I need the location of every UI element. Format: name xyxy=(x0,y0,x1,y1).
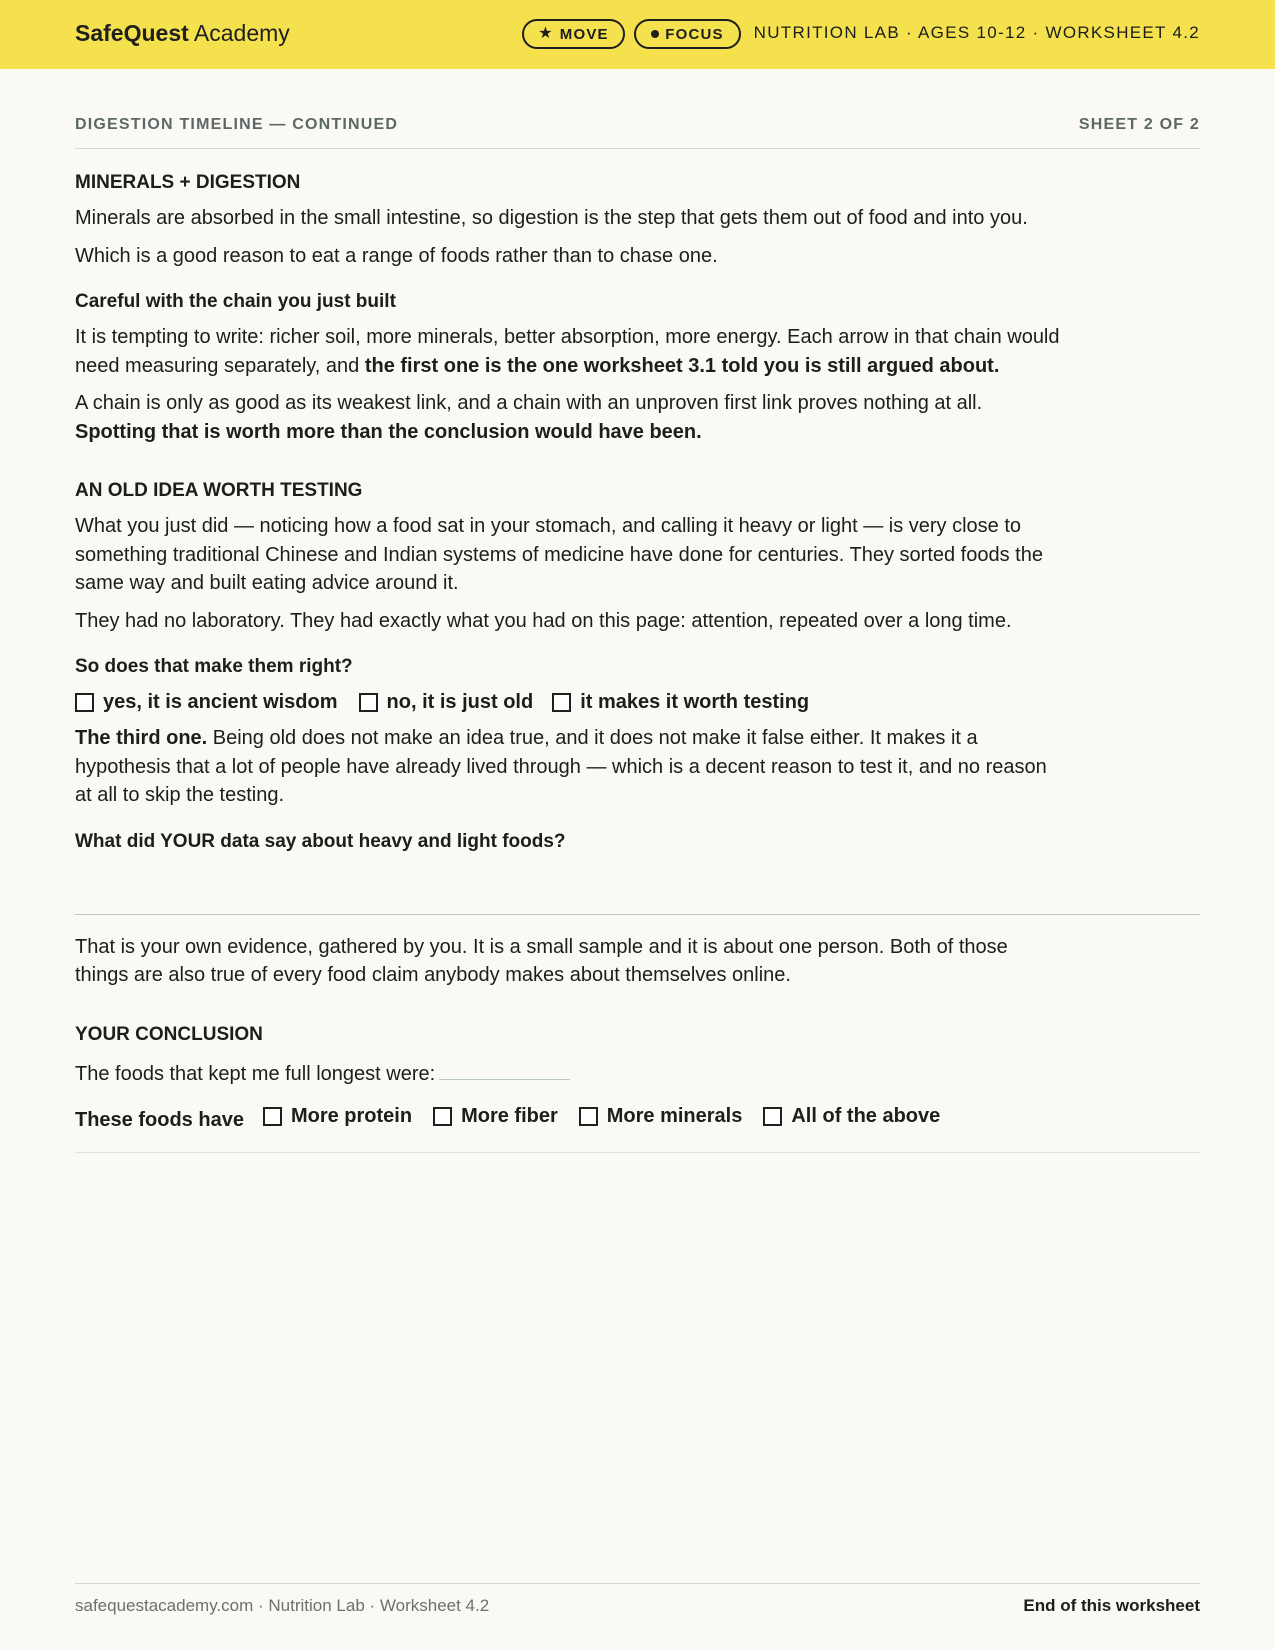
focus-label: FOCUS xyxy=(665,25,724,43)
old-idea-paragraph-1: What you just did — noticing how a food sat in your stomach, and calling it heavy or light — is very close to something traditional Chinese and Indian systems of medicine have done for centuries. They sorted foods the same way and built eating advice around it. xyxy=(75,515,1043,594)
star-icon: ★ xyxy=(538,25,554,42)
option-label: More protein xyxy=(290,1104,413,1127)
checkbox-more-minerals[interactable] xyxy=(579,1107,598,1126)
minerals-paragraph-2: Which is a good reason to eat a range of foods rather than to chase one. xyxy=(75,244,718,267)
checkbox-more-fiber[interactable] xyxy=(433,1107,452,1126)
old-idea-paragraph-2: They had no laboratory. They had exactly what you had on this page: attention, repeated over a long time. xyxy=(75,609,1012,632)
section-divider xyxy=(75,1152,1200,1153)
conclusion-options xyxy=(75,1100,1200,1132)
chain-heading: Careful with the chain you just built xyxy=(75,291,396,312)
move-button[interactable] xyxy=(522,19,625,49)
section-title: DIGESTION TIMELINE — CONTINUED xyxy=(75,116,399,133)
data-question: What did YOUR data say about heavy and light foods? xyxy=(75,830,566,852)
option-label: More minerals xyxy=(606,1104,743,1127)
option-label: More fiber xyxy=(461,1104,558,1127)
checkbox-just-old[interactable] xyxy=(359,693,378,712)
minerals-paragraph-1: Minerals are absorbed in the small intestine, so digestion is the step that gets them out of food and into you. xyxy=(75,207,1028,229)
option-label: yes, it is ancient wisdom xyxy=(103,691,338,713)
focus-button[interactable] xyxy=(634,19,741,49)
section-header xyxy=(75,69,1200,149)
right-question-options xyxy=(75,691,1200,714)
chain-paragraph-2: A chain is only as good as its weakest link, and a chain with an unproven first link proves nothing at all. Spotting that is worth more than the conclusion would have been. xyxy=(75,392,983,443)
option-label: it makes it worth testing xyxy=(580,691,810,713)
dot-icon xyxy=(651,30,659,38)
checkbox-worth-testing[interactable] xyxy=(552,693,571,712)
checkbox-all-of-the-above[interactable] xyxy=(763,1107,782,1126)
sheet-number: SHEET 2 OF 2 xyxy=(1078,116,1200,133)
top-banner xyxy=(0,0,1275,69)
footer-end-note: End of this worksheet xyxy=(1023,1596,1200,1615)
checkbox-more-protein[interactable] xyxy=(263,1107,282,1126)
worksheet-content xyxy=(75,69,1200,1153)
these-foods-have-label: These foods have xyxy=(75,1109,244,1131)
answer-line[interactable] xyxy=(75,914,1200,915)
right-question: So does that make them right? xyxy=(75,656,353,677)
brand-logo[interactable] xyxy=(75,20,290,47)
chain-paragraph-1: It is tempting to write: richer soil, more minerals, better absorption, more energy. Each arrow in that chain would need measuring separately, and the first one is the one worksheet 3.1 told you is still argued about. xyxy=(75,326,1060,377)
footer-site[interactable]: safequestacademy.com · Nutrition Lab · Worksheet 4.2 xyxy=(75,1596,490,1615)
minerals-heading: MINERALS + DIGESTION xyxy=(75,172,301,193)
evidence-paragraph: That is your own evidence, gathered by you. It is a small sample and it is about one person. Both of those things are also true of every food claim anybody makes about themselves online. xyxy=(75,935,1008,986)
worksheet-meta: NUTRITION LAB · AGES 10-12 · WORKSHEET 4.2 xyxy=(753,23,1200,42)
checkbox-ancient-wisdom[interactable] xyxy=(75,693,94,712)
conclusion-blank[interactable] xyxy=(439,1079,570,1080)
brand-name-bold: SafeQuest xyxy=(75,20,189,46)
conclusion-prompt: The foods that kept me full longest were: xyxy=(75,1060,1060,1089)
page-footer xyxy=(75,1583,1200,1616)
move-label: MOVE xyxy=(559,25,609,43)
option-label: All of the above xyxy=(791,1104,941,1127)
brand-name-rest: Academy xyxy=(193,20,290,46)
conclusion-heading: YOUR CONCLUSION xyxy=(75,1023,263,1045)
option-label: no, it is just old xyxy=(386,691,534,713)
old-idea-heading: AN OLD IDEA WORTH TESTING xyxy=(75,480,363,501)
answer-paragraph: The third one. Being old does not make an idea true, and it does not make it false either. It makes it a hypothesis that a lot of people have already lived through — which is a decent reason to test it, and no reason at all to skip the testing. xyxy=(75,727,1047,806)
